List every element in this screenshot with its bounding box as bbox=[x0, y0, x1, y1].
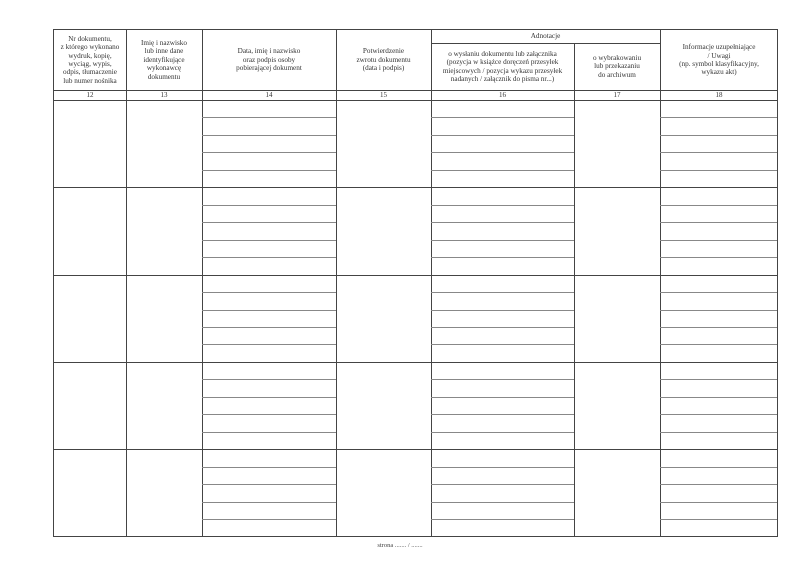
writing-line bbox=[660, 152, 777, 153]
writing-line bbox=[431, 292, 574, 293]
writing-line bbox=[431, 205, 574, 206]
header-col-18: Informacje uzupełniające / Uwagi (np. symbol klasyfikacyjny, wykazu akt) bbox=[679, 43, 759, 77]
writing-line bbox=[202, 292, 336, 293]
entry-row-border bbox=[54, 362, 777, 363]
column-border bbox=[660, 30, 661, 536]
writing-line bbox=[431, 327, 574, 328]
column-border bbox=[574, 43, 575, 536]
writing-line bbox=[660, 397, 777, 398]
writing-line bbox=[202, 484, 336, 485]
writing-line bbox=[202, 170, 336, 171]
column-border bbox=[126, 30, 127, 536]
header-adnotacje: Adnotacje bbox=[530, 32, 561, 41]
writing-line bbox=[431, 467, 574, 468]
writing-line bbox=[660, 135, 777, 136]
writing-line bbox=[431, 414, 574, 415]
entry-row-border bbox=[54, 187, 777, 188]
writing-line bbox=[202, 467, 336, 468]
writing-line bbox=[431, 152, 574, 153]
writing-line bbox=[431, 432, 574, 433]
column-number-16: 16 bbox=[499, 91, 506, 99]
writing-line bbox=[660, 414, 777, 415]
writing-line bbox=[660, 502, 777, 503]
writing-line bbox=[660, 379, 777, 380]
writing-line bbox=[202, 222, 336, 223]
writing-line bbox=[202, 344, 336, 345]
header-col-16: o wysłaniu dokumentu lub załącznika (pozycja w książce doręczeń przesyłek miejscowych / pozycja wykazu przesyłek nadanych / załącznik do pisma nr...) bbox=[442, 49, 563, 83]
column-number-13: 13 bbox=[160, 91, 168, 99]
writing-line bbox=[660, 257, 777, 258]
writing-line bbox=[660, 240, 777, 241]
writing-line bbox=[202, 117, 336, 118]
writing-line bbox=[202, 152, 336, 153]
writing-line bbox=[202, 379, 336, 380]
writing-line bbox=[431, 519, 574, 520]
writing-line bbox=[660, 222, 777, 223]
writing-line bbox=[660, 432, 777, 433]
writing-line bbox=[202, 397, 336, 398]
writing-line bbox=[660, 310, 777, 311]
writing-line bbox=[660, 205, 777, 206]
numbers-bottom-border bbox=[54, 100, 777, 101]
writing-line bbox=[202, 135, 336, 136]
column-number-15: 15 bbox=[380, 91, 387, 99]
register-form-table bbox=[53, 29, 778, 537]
writing-line bbox=[431, 484, 574, 485]
header-col-13: Imię i nazwisko lub inne dane identyfikujące wykonawcę dokumentu bbox=[141, 38, 187, 81]
writing-line bbox=[431, 117, 574, 118]
writing-line bbox=[202, 414, 336, 415]
column-border bbox=[336, 30, 337, 536]
writing-line bbox=[660, 467, 777, 468]
writing-line bbox=[660, 484, 777, 485]
writing-line bbox=[202, 310, 336, 311]
column-border bbox=[202, 30, 203, 536]
writing-line bbox=[431, 310, 574, 311]
writing-line bbox=[431, 379, 574, 380]
header-col-14: Data, imię i nazwisko oraz podpis osoby pobierającej dokument bbox=[236, 47, 302, 73]
writing-line bbox=[202, 432, 336, 433]
writing-line bbox=[202, 257, 336, 258]
writing-line bbox=[202, 502, 336, 503]
header-col-15: Potwierdzenie zwrotu dokumentu (data i podpis) bbox=[356, 47, 411, 73]
writing-line bbox=[431, 135, 574, 136]
writing-line bbox=[202, 327, 336, 328]
entry-row-border bbox=[54, 449, 777, 450]
header-col-12: Nr dokumentu, z którego wykonano wydruk, kopię, wyciąg, wypis, odpis, tłumaczenie lub numer nośnika bbox=[60, 34, 120, 85]
page-footer: strona ....... / ....... bbox=[377, 542, 423, 549]
column-number-17: 17 bbox=[613, 91, 621, 99]
writing-line bbox=[431, 344, 574, 345]
entry-row-border bbox=[54, 275, 777, 276]
writing-line bbox=[660, 170, 777, 171]
writing-line bbox=[431, 170, 574, 171]
adnotacje-divider bbox=[431, 43, 660, 44]
writing-line bbox=[431, 502, 574, 503]
column-number-18: 18 bbox=[715, 91, 723, 99]
writing-line bbox=[431, 222, 574, 223]
column-number-12: 12 bbox=[86, 91, 94, 99]
column-border bbox=[431, 30, 432, 536]
writing-line bbox=[431, 240, 574, 241]
writing-line bbox=[660, 292, 777, 293]
writing-line bbox=[431, 257, 574, 258]
writing-line bbox=[431, 397, 574, 398]
header-col-17: o wybrakowaniu lub przekazaniu do archiwum bbox=[592, 53, 642, 79]
writing-line bbox=[202, 519, 336, 520]
writing-line bbox=[202, 240, 336, 241]
writing-line bbox=[660, 344, 777, 345]
writing-line bbox=[202, 205, 336, 206]
header-bottom-border bbox=[54, 90, 777, 91]
writing-line bbox=[660, 519, 777, 520]
writing-line bbox=[660, 117, 777, 118]
writing-line bbox=[660, 327, 777, 328]
column-number-14: 14 bbox=[265, 91, 273, 99]
